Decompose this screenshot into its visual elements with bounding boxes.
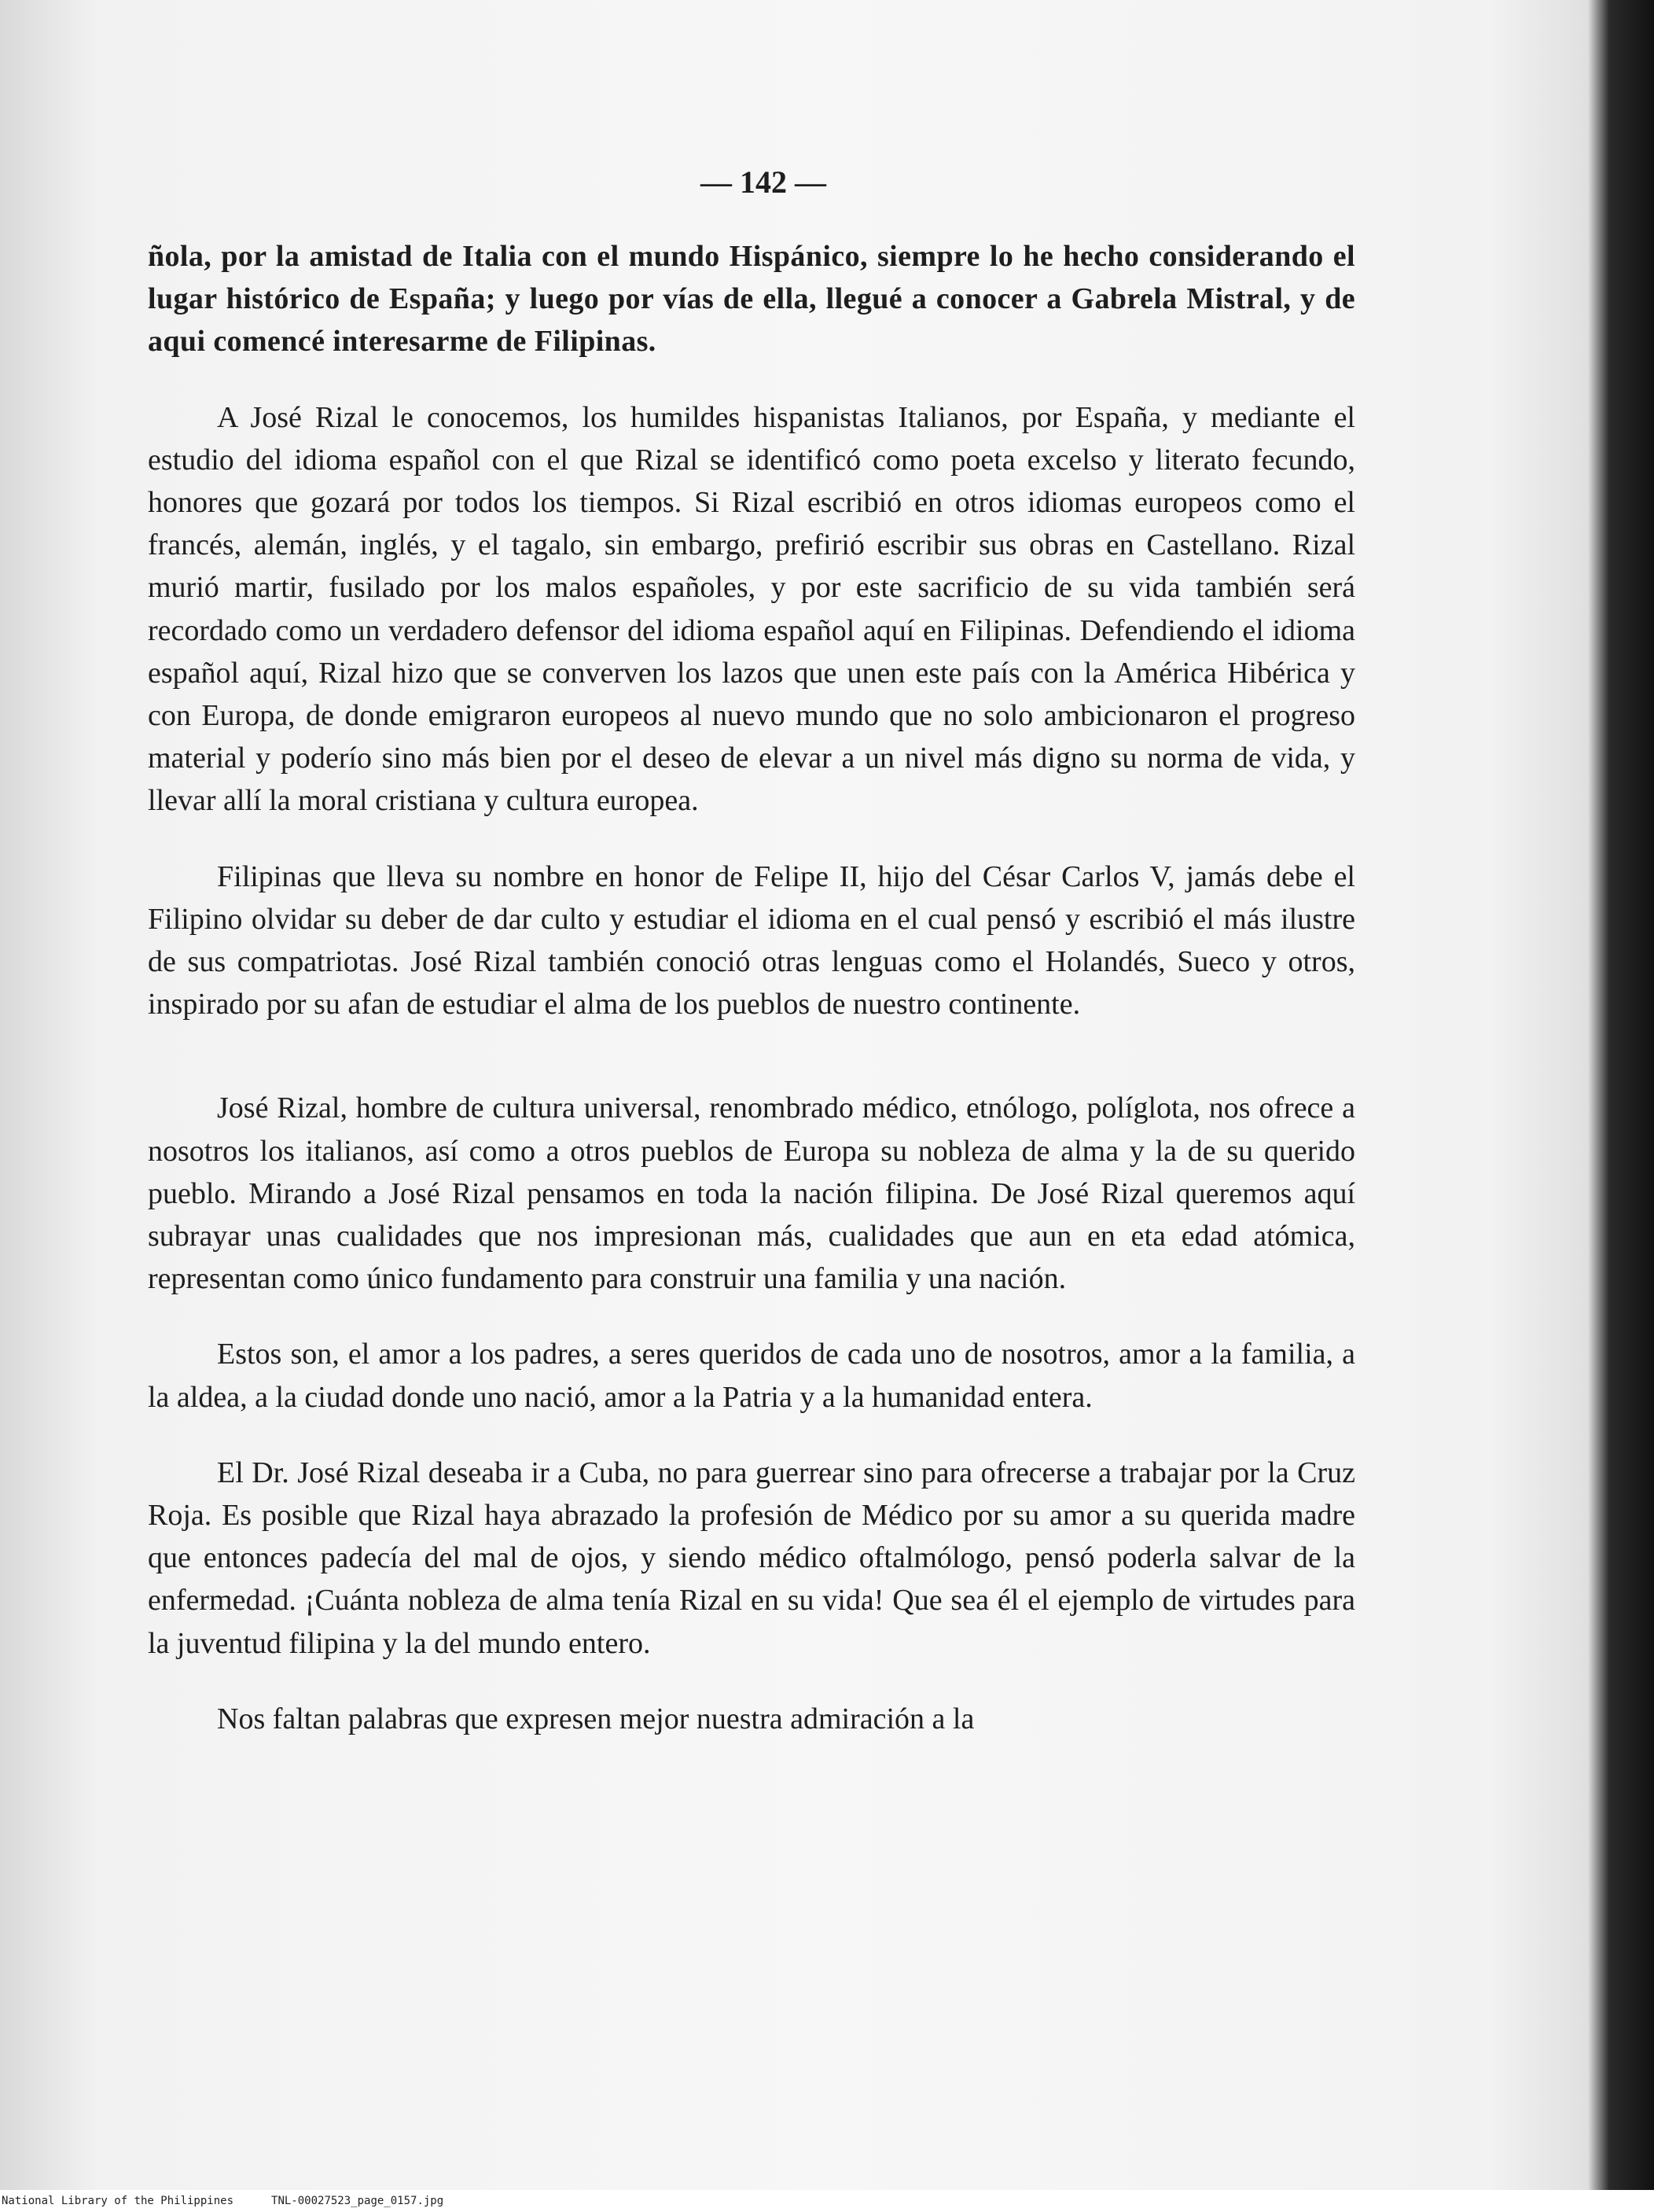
paragraph-6: El Dr. José Rizal deseaba ir a Cuba, no para guerrear sino para ofrecerse a trabajar por la Cruz Roja. Es posible que Rizal haya abrazado la profesión de Médico por su amor a su querida madre que entonces padecía del mal de ojos, y siendo médico oftalmólogo, pensó poderla salvar de la enfermedad. ¡Cuánta nobleza de alma tenía Rizal en su vida! Que sea él el ejemplo de virtudes para la juventud filipina y la del mundo entero. <box>148 1456 1355 1660</box>
paragraph-5: Estos son, el amor a los padres, a seres queridos de cada uno de nosotros, amor a la familia, a la aldea, a la ciudad donde uno nació, amor a la Patria y a la humanidad entera. <box>148 1338 1355 1414</box>
paragraph-4: José Rizal, hombre de cultura universal, renombrado médico, etnólogo, políglota, nos ofrece a nosotros los italianos, así como a otros pueblos de Europa su nobleza de alma y la de su querido pueblo. Mirando a José Rizal pensamos en toda la nación filipina. De José Rizal queremos aquí subrayar unas cualidades que nos impresionan más, cualidades que aun en eta edad atómica, representan como único fundamento para construir una familia y una nación. <box>148 1091 1355 1296</box>
paragraph-1: ñola, por la amistad de Italia con el mundo Hispánico, siempre lo he hecho considerando el lugar histórico de España; y luego por vías de ella, llegué a conocer a Gabrela Mistral, y de aqui comencé interesarme de Filipinas. <box>148 240 1355 359</box>
paragraph-2: A José Rizal le conocemos, los humildes hispanistas Italianos, por España, y mediante el estudio del idioma español con el que Rizal se identificó como poeta excelso y literato fecundo, honores que gozará por todos los tiempos. Si Rizal escribió en otros idiomas europeos como el francés, alemán, inglés, y el tagalo, sin embargo, prefirió escribir sus obras en Castellano. Rizal murió martir, fusilado por los malos españoles, y por este sacrificio de su vida también será recordado como un verdadero defensor del idioma español aquí en Filipinas. Defendiendo el idioma español aquí, Rizal hizo que se converven los lazos que unen este país con la América Hibérica y con Europa, de donde emigraron europeos al nuevo mundo que no solo ambicionaron el progreso material y poderío sino más bien por el deseo de elevar a un nivel más digno su norma de vida, y llevar allí la moral cristiana y cultura europea. <box>148 400 1355 818</box>
paragraph-3: Filipinas que lleva su nombre en honor de Felipe II, hijo del César Carlos V, jamás debe el Filipino olvidar su deber de dar culto y estudiar el idioma en el cual pensó y escribió el más ilustre de sus compatriotas. José Rizal también conoció otras lenguas como el Holandés, Sueco y otros, inspirado por su afan de estudiar el alma de los pueblos de nuestro continente. <box>148 859 1355 1021</box>
footer-source: National Library of the Philippines <box>2 2195 234 2207</box>
page-body <box>148 161 1355 1773</box>
footer-filename: TNL-00027523_page_0157.jpg <box>271 2195 444 2207</box>
paragraph-7: Nos faltan palabras que expresen mejor nuestra admiración a la <box>217 1702 975 1735</box>
scan-footer <box>0 2190 1654 2212</box>
page-number: — 142 — <box>700 164 826 200</box>
